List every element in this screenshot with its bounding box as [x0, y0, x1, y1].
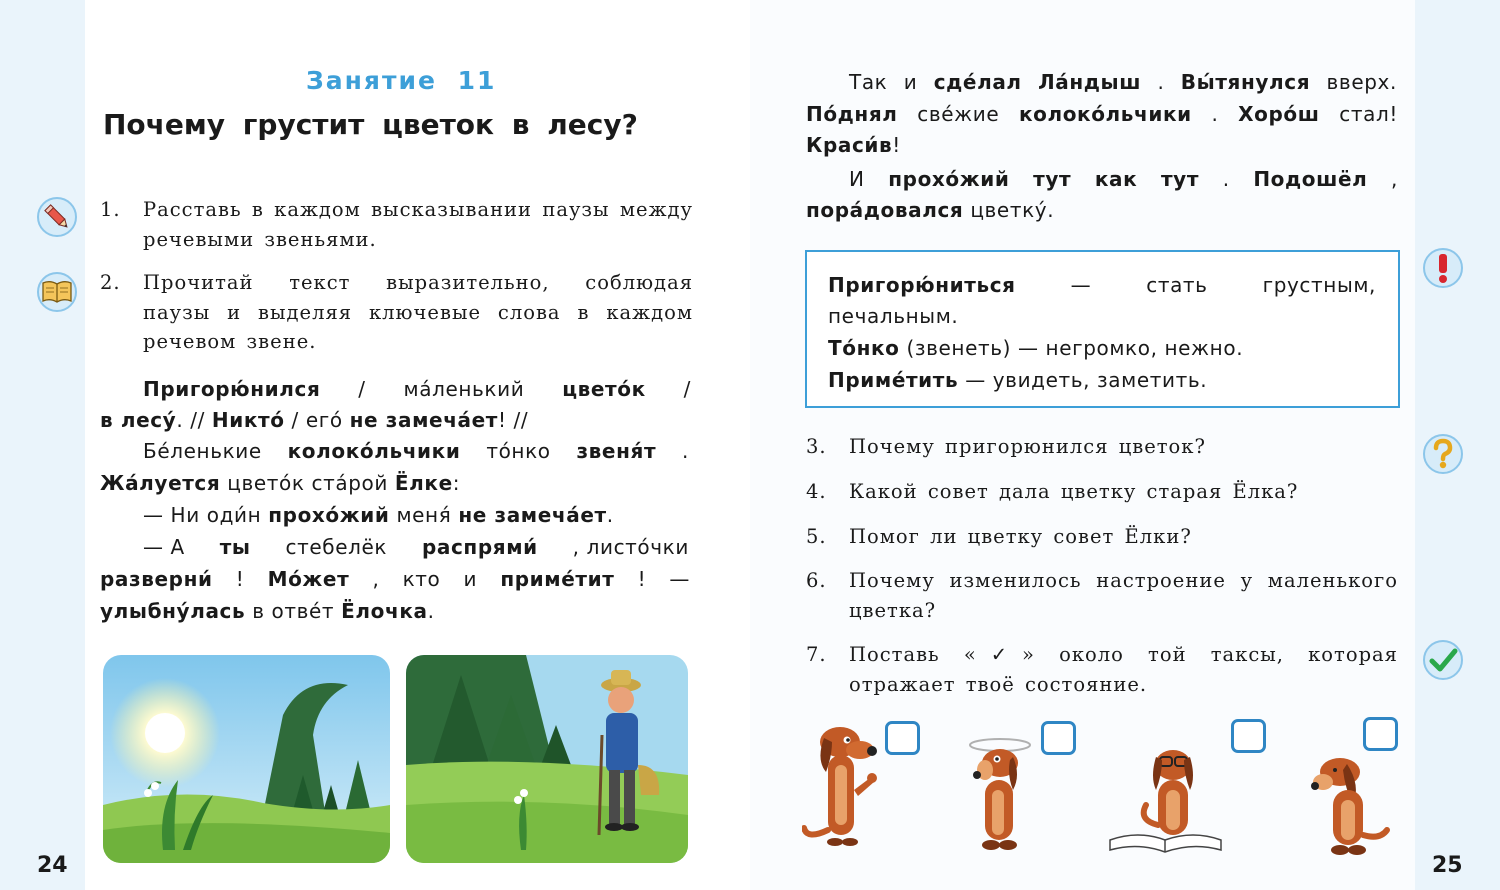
text-fragment: в отве́т: [245, 599, 342, 623]
text-fragment: .: [1222, 167, 1230, 191]
text-fragment: !: [637, 567, 647, 591]
keyword: тут: [1033, 167, 1072, 191]
answer-checkbox-4[interactable]: [1363, 717, 1398, 751]
question-number: 6.: [806, 569, 827, 592]
keyword: приме́тит: [500, 567, 615, 591]
text-line: [806, 195, 1126, 227]
text-fragment: И: [849, 167, 865, 191]
text-fragment: и: [463, 567, 478, 591]
text-fragment: кто: [402, 567, 441, 591]
text-fragment: . //: [176, 408, 212, 432]
answer-checkbox-1[interactable]: [885, 721, 920, 755]
text-fragment: !: [892, 133, 901, 157]
question-text: Почему изменилось настроение у маленького цветка?: [849, 569, 1398, 622]
keyword: Ла́ндыш: [1038, 70, 1142, 94]
text-fragment: .: [427, 599, 435, 623]
left-margin-strip: [0, 0, 85, 890]
page-number-right: 25: [1432, 853, 1463, 878]
keyword: Пригорю́ниться: [828, 273, 1016, 297]
checkmark-icon: [1423, 640, 1463, 680]
checkmark-symbol: ✓: [976, 643, 1023, 666]
keyword: Хоро́ш: [1238, 102, 1320, 126]
lesson-label: Занятие 11: [306, 66, 497, 95]
text-line: [100, 468, 520, 500]
text-fragment: печальным.: [828, 304, 959, 328]
text-fragment: вверх.: [1326, 70, 1397, 94]
text-fragment: — Ни оди́н: [143, 503, 269, 527]
question-number: 5.: [806, 525, 827, 548]
dachshund-sad: [1305, 750, 1395, 860]
text-line: [849, 67, 1397, 99]
text-line: [143, 532, 689, 564]
text-fragment: меня́: [389, 503, 459, 527]
keyword: Подошёл: [1253, 167, 1368, 191]
illustration-passerby: [406, 655, 688, 863]
text-fragment: стал!: [1339, 102, 1398, 126]
keyword: Ёлке: [394, 471, 453, 495]
text-line: [849, 164, 1398, 196]
text-line: [100, 564, 690, 596]
keyword: распрями́: [421, 535, 538, 559]
text-fragment: цветку́.: [963, 198, 1055, 222]
task-number: 1.: [100, 198, 121, 221]
text-fragment: стать: [1146, 273, 1208, 297]
question-text: Помог ли цветку совет Ёлки?: [849, 525, 1192, 548]
text-fragment: цвето́к ста́рой: [220, 471, 395, 495]
task-text: Прочитай текст выразительно, соблюдая паузы и выделяя ключевые слова в каждом речевом звене.: [143, 271, 693, 353]
text-fragment: :: [452, 471, 461, 495]
keyword: Вы́тянулся: [1180, 70, 1311, 94]
keyword: разверни́: [100, 567, 213, 591]
text-line: [806, 99, 1398, 131]
text-line: [806, 130, 956, 162]
answer-checkbox-3[interactable]: [1231, 719, 1266, 753]
text-fragment: ! //: [497, 408, 529, 432]
keyword: сде́лал: [933, 70, 1022, 94]
text-fragment: .: [606, 503, 614, 527]
text-fragment: ,: [1391, 167, 1398, 191]
keyword: колоко́льчики: [287, 439, 461, 463]
question-text-after: » около той таксы, которая отражает твоё состояние.: [849, 643, 1398, 696]
keyword: не замеча́ет: [458, 503, 607, 527]
text-line: [143, 500, 703, 532]
dachshund-reading: [1108, 735, 1223, 860]
question-text: Какой совет дала цветку старая Ёлка?: [849, 480, 1299, 503]
text-fragment: /: [683, 377, 691, 401]
page-number-left: 24: [37, 853, 68, 878]
text-fragment: !: [235, 567, 245, 591]
keyword: Ёлочка: [341, 599, 428, 623]
keyword: улыбну́лась: [100, 599, 246, 623]
text-line: [828, 301, 1028, 333]
task-number: 2.: [100, 271, 121, 294]
text-fragment: — увидеть, заметить.: [958, 368, 1208, 392]
question-text: Почему пригорюнился цветок?: [849, 435, 1206, 458]
text-line: [100, 405, 630, 437]
text-fragment: —: [1070, 273, 1092, 297]
answer-checkbox-2[interactable]: [1041, 721, 1076, 755]
question-number: 3.: [806, 435, 827, 458]
keyword: Краси́в: [806, 133, 893, 157]
text-fragment: грустным,: [1262, 273, 1376, 297]
text-fragment: ма́ленький: [403, 377, 525, 401]
keyword: в лесу́: [100, 408, 177, 432]
keyword: звеня́т: [576, 439, 657, 463]
keyword: По́днял: [806, 102, 898, 126]
text-fragment: .: [1211, 102, 1219, 126]
text-fragment: стебелёк: [285, 535, 388, 559]
question-number: 7.: [806, 643, 827, 666]
keyword: прохо́жий: [268, 503, 390, 527]
text-fragment: / его́: [284, 408, 350, 432]
question-text: [849, 640, 1398, 699]
keyword: прохо́жий: [888, 167, 1010, 191]
text-fragment: (звенеть) — негромко, нежно.: [899, 336, 1244, 360]
task-text: Расставь в каждом высказывании паузы между речевыми звеньями.: [143, 198, 693, 251]
text-fragment: Так: [849, 70, 888, 94]
pencil-icon: [37, 197, 77, 237]
text-line: [100, 596, 500, 628]
keyword: как: [1094, 167, 1138, 191]
exclamation-icon: [1423, 248, 1463, 288]
text-fragment: — А: [143, 535, 185, 559]
keyword: Никто́: [211, 408, 285, 432]
keyword: цвето́к: [562, 377, 646, 401]
lesson-title: Почему грустит цветок в лесу?: [103, 108, 638, 141]
keyword: ты: [219, 535, 251, 559]
text-line: [143, 436, 689, 468]
text-line: [828, 270, 1376, 302]
text-fragment: ,: [372, 567, 380, 591]
text-line: [143, 374, 691, 406]
text-line: [828, 365, 1328, 397]
keyword: Мо́жет: [267, 567, 350, 591]
dachshund-confused: [955, 735, 1050, 860]
text-fragment: све́жие: [917, 102, 1000, 126]
keyword: не замеча́ет: [349, 408, 498, 432]
question-text-before: Поставь «: [849, 643, 977, 666]
keyword: колоко́льчики: [1018, 102, 1192, 126]
text-fragment: .: [681, 439, 689, 463]
question-icon: [1423, 434, 1463, 474]
text-fragment: то́нко: [486, 439, 551, 463]
text-fragment: /: [358, 377, 366, 401]
text-line: [828, 333, 1376, 365]
keyword: тут: [1160, 167, 1200, 191]
keyword: Приме́тить: [828, 368, 959, 392]
task-1: [100, 195, 693, 257]
question-number: 4.: [806, 480, 827, 503]
text-fragment: .: [1157, 70, 1165, 94]
book-icon: [37, 272, 77, 312]
keyword: Пригорю́нился: [143, 377, 321, 401]
dachshund-thumbs-up: [802, 720, 897, 860]
text-fragment: Бе́ленькие: [143, 439, 262, 463]
text-fragment: —: [669, 567, 690, 591]
text-fragment: , листо́чки: [572, 535, 689, 559]
text-fragment: и: [903, 70, 918, 94]
keyword: Жа́луется: [100, 471, 221, 495]
illustration-sun-and-lily: [103, 655, 390, 863]
keyword: пора́довался: [806, 198, 964, 222]
task-2: [100, 268, 693, 360]
keyword: То́нко: [828, 336, 900, 360]
